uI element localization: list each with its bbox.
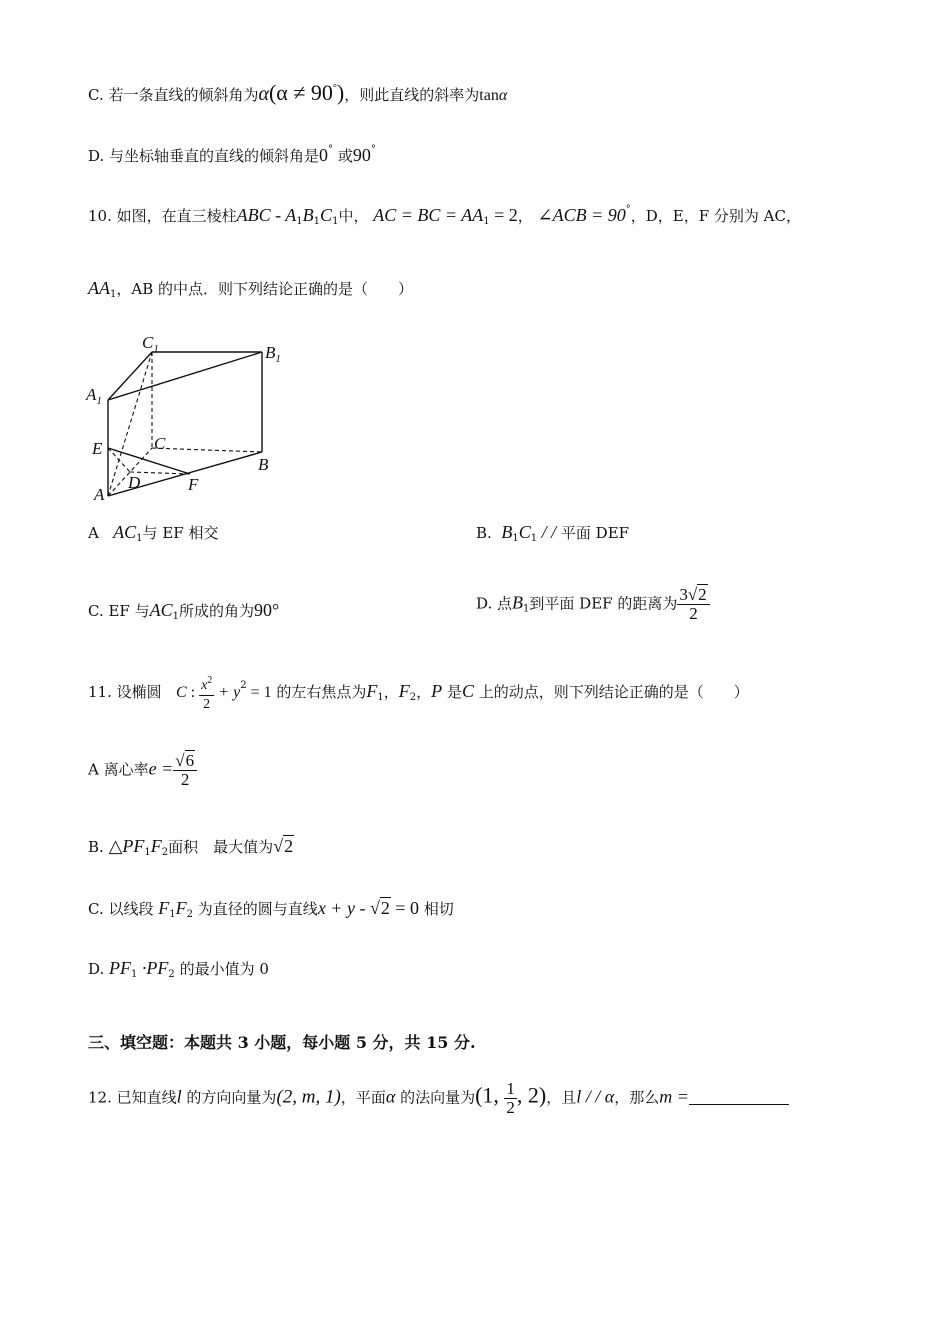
label-a1: $A_1$ xyxy=(86,385,102,407)
q9-c-condition: (α ≠ 90°) xyxy=(268,80,345,105)
q11-ellipse-fraction: $\frac{x^2}{2}$ xyxy=(199,672,214,714)
label-d: D xyxy=(128,473,141,492)
q11-stem: 11. 设椭圆 C : $\frac{x^2}{2}$ + $y^2 = 1$ 的左右焦点为$F_1$，$F_2$，P 是C 上的动点，则下列结论正确的是（ ） xyxy=(88,672,749,714)
q11-option-c: C. 以线段 $F_1F_2$ 为直径的圆与直线x + y - √2 = 0 相切 xyxy=(88,898,454,920)
section-3-heading: 三、填空题：本题共 3 小题，每小题 5 分，共 15 分. xyxy=(88,1033,476,1052)
q10-option-d: D. 点$B_1$到平面 DEF 的距离为 $\frac{3√2}{2}$ xyxy=(476,586,710,623)
q11-option-b: B. $\triangle PF_1F_2$面积 最大值为√2 xyxy=(88,836,294,858)
prism-figure xyxy=(84,330,294,510)
q10-option-a: A $AC_1$与 EF 相交 xyxy=(88,522,219,544)
q12-stem: 12. 已知直线l 的方向向量为(2, m, 1)，平面α 的法向量为(1, $\frac{1}{2}$ , 2)，且l / / α，那么m = xyxy=(88,1080,789,1117)
edge-c-b xyxy=(152,448,262,452)
q11-option-a: A 离心率e = $\frac{√6}{2}$ xyxy=(88,752,197,789)
q10-stem: 10. 如图，在直三棱柱ABC - $A_1B_1C_1$中， AC = BC = $AA_1 = 2$， ∠ACB = 90°，D，E，F 分别为 AC， xyxy=(88,204,801,227)
q10-option-c: C. EF 与$AC_1$所成的角为90° xyxy=(88,600,280,622)
label-c: C xyxy=(154,434,166,453)
q10-option-b: B. $B_1C_1$ / / 平面 DEF xyxy=(476,522,630,544)
q10-stem-line2: $AA_1$，AB 的中点．则下列结论正确的是（ ） xyxy=(88,278,414,300)
q11-option-d: D. $PF_1 \cdot PF_2$ 的最小值为 0 xyxy=(88,958,269,980)
edge-a1-b1 xyxy=(108,352,262,400)
label-a: A xyxy=(94,485,105,504)
label-b1: $B_1$ xyxy=(265,343,281,365)
q9-option-d: D. 与坐标轴垂直的直线的倾斜角是0° 或90° xyxy=(88,144,376,165)
label-f: F xyxy=(188,475,199,494)
q10-d-distance-fraction: $\frac{3√2}{2}$ xyxy=(677,586,709,623)
label-e: E xyxy=(92,439,103,458)
label-c1: $C_1$ xyxy=(142,333,159,355)
q12-answer-blank[interactable] xyxy=(689,1104,789,1105)
q12-half-fraction: $\frac{1}{2}$ xyxy=(506,1079,515,1117)
q9-option-c: C. 若一条直线的倾斜角为α(α ≠ 90°)，则此直线的斜率为tanα xyxy=(88,80,508,105)
q11-eccentricity-fraction: $\frac{√6}{2}$ xyxy=(173,752,197,789)
label-b: B xyxy=(258,455,269,474)
